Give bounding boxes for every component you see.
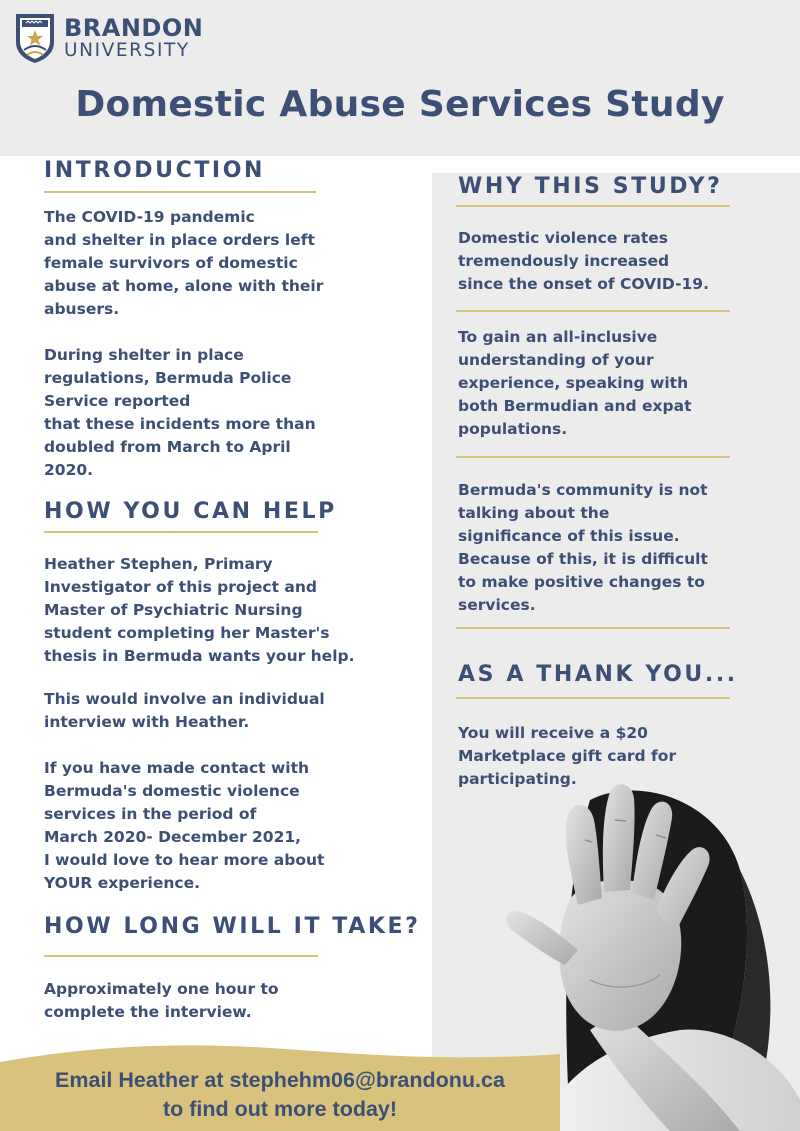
how-long-paragraph: Approximately one hour to complete the interview.: [44, 980, 279, 1021]
why-this-study-divider-3: [456, 456, 730, 458]
how-you-can-help-paragraph-1: Heather Stephen, Primary Investigator of this project and Master of Psychiatric Nursing student completing her Master's thesis in Bermuda wants your help.: [44, 555, 355, 665]
footer-email-line: Email Heather at stephehm06@brandonu.ca: [55, 1068, 505, 1092]
how-long-divider: [44, 955, 318, 957]
how-you-can-help-heading: HOW YOU CAN HELP: [44, 499, 337, 524]
how-you-can-help-paragraph-2: This would involve an individual interview with Heather.: [44, 690, 325, 731]
why-this-study-divider-4: [456, 627, 730, 629]
page-title: Domestic Abuse Services Study: [75, 84, 725, 125]
footer-cta-line: to find out more today!: [162, 1097, 398, 1121]
introduction-divider: [44, 191, 316, 193]
logo-name-line1: BRANDON: [64, 13, 204, 42]
why-this-study-heading: WHY THIS STUDY?: [458, 174, 723, 199]
footer-call-to-action: [0, 1066, 560, 1124]
thank-you-heading: AS A THANK YOU...: [458, 662, 738, 687]
why-this-study-paragraph-3: Bermuda's community is not talking about the significance of this issue. Because of this, it is difficult to make positive changes to services.: [458, 481, 708, 614]
introduction-paragraph-1: The COVID-19 pandemic and shelter in place orders left female survivors of domestic abuse at home, alone with their abusers.: [44, 208, 324, 318]
how-you-can-help-paragraph-3: If you have made contact with Bermuda's domestic violence services in the period of March 2020- December 2021, I would love to hear more about YOUR experience.: [44, 759, 325, 892]
thank-you-paragraph: You will receive a $20 Marketplace gift card for participating.: [458, 724, 677, 788]
why-this-study-divider: [456, 205, 730, 207]
introduction-heading: INTRODUCTION: [44, 158, 266, 183]
logo-wordmark: [64, 13, 204, 61]
why-this-study-divider-2: [456, 310, 730, 312]
introduction-paragraph-2: During shelter in place regulations, Bermuda Police Service reported that these incidents more than doubled from March to April 2020.: [44, 346, 316, 479]
why-this-study-paragraph-1: Domestic violence rates tremendously increased since the onset of COVID-19.: [458, 229, 709, 293]
thank-you-divider: [456, 697, 730, 699]
how-long-heading: HOW LONG WILL IT TAKE?: [44, 914, 421, 939]
brandon-university-logo: [14, 12, 203, 64]
shield-crest-icon: [14, 12, 56, 64]
logo-name-line2: UNIVERSITY: [64, 39, 190, 61]
how-you-can-help-divider: [44, 531, 318, 533]
why-this-study-paragraph-2: To gain an all-inclusive understanding of your experience, speaking with both Bermudian and expat populations.: [458, 328, 692, 438]
